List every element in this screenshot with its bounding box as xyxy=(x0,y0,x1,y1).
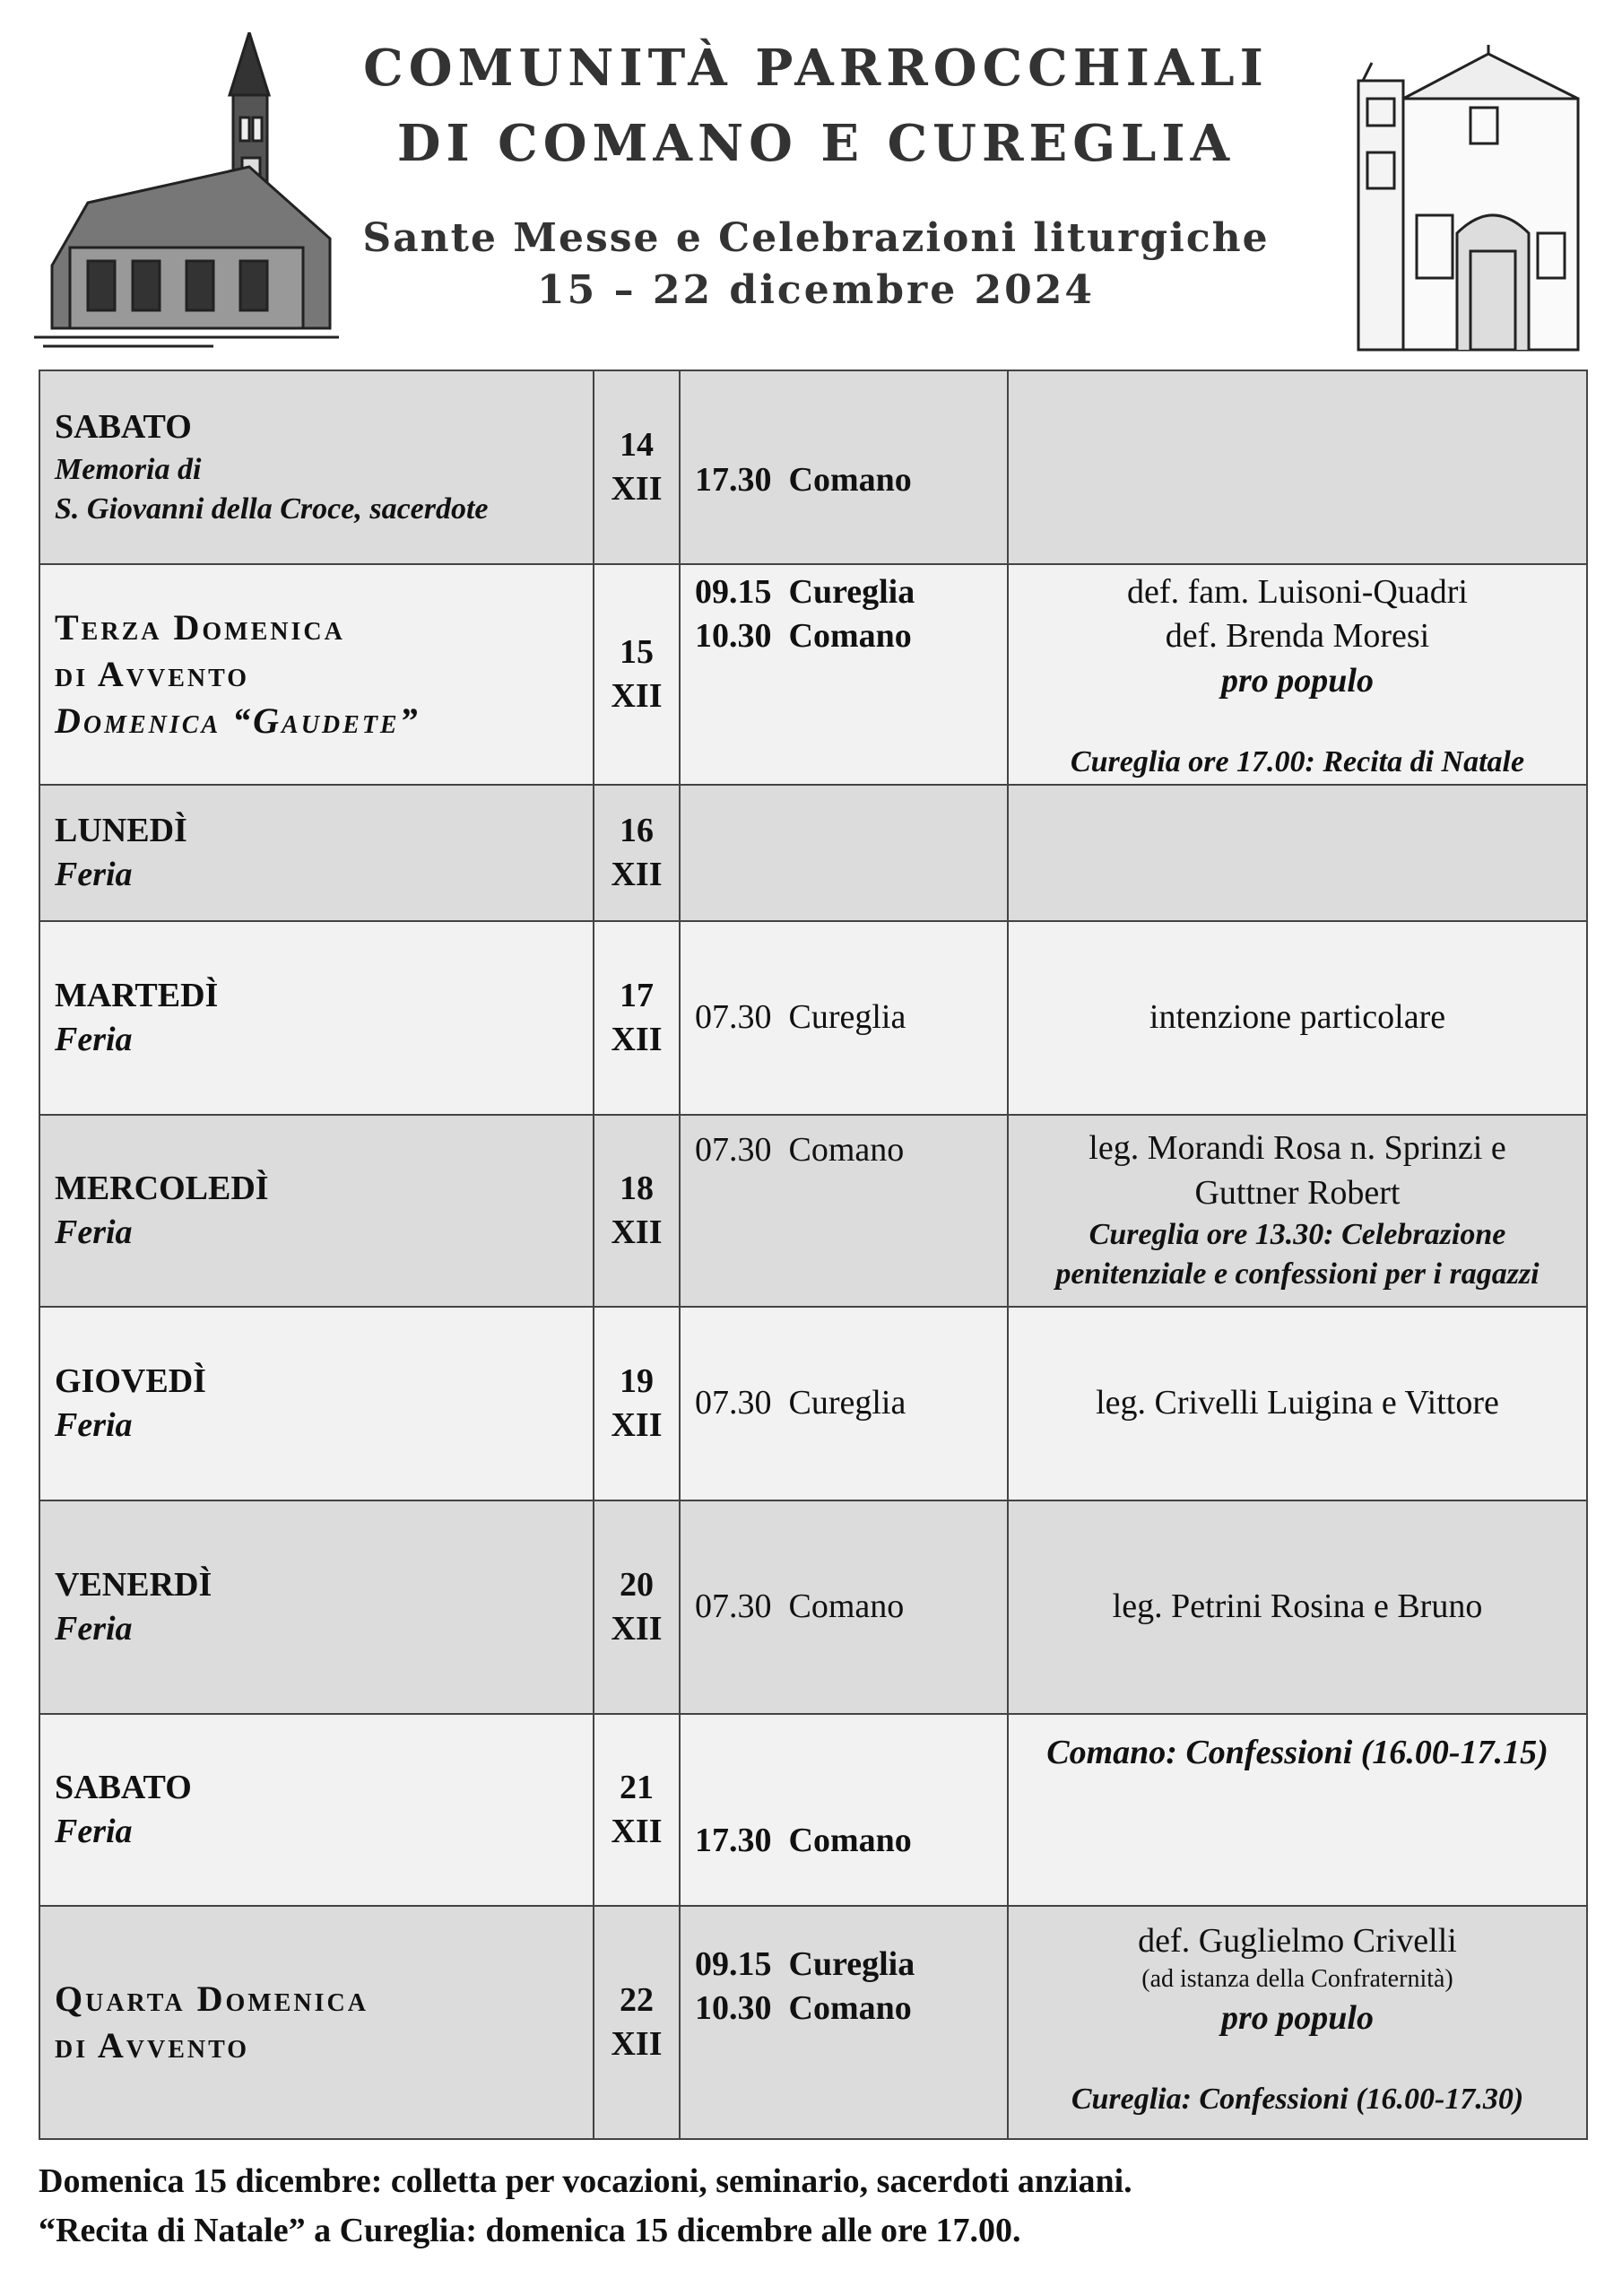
title-line-2: DI COMANO E CUREGLIA xyxy=(396,114,1236,173)
date-cell xyxy=(594,1906,680,2139)
date-cell xyxy=(594,785,680,921)
mass-time: 07.30 Cureglia xyxy=(695,998,906,1037)
intention-2: Guttner Robert xyxy=(1194,1173,1401,1212)
church-facade-illustration xyxy=(1345,45,1587,354)
intention-2: (ad istanza della Confraternità) xyxy=(1141,1965,1453,1994)
event-note: Comano: Confessioni (16.00-17.15) xyxy=(1046,1734,1548,1771)
date-month: XII xyxy=(611,856,663,893)
mass-cell xyxy=(680,564,1008,785)
date-day: 16 xyxy=(620,811,654,849)
date-day: 20 xyxy=(620,1565,654,1604)
intention: intenzione particolare xyxy=(1149,998,1446,1037)
event-note-2: penitenziale e confessioni per i ragazzi xyxy=(1055,1257,1540,1292)
mass-cell xyxy=(680,785,1008,921)
mass-time: 07.30 Comano xyxy=(695,1587,905,1626)
date-month: XII xyxy=(611,1610,663,1648)
day-name: SABATO xyxy=(55,1768,192,1806)
mass-time: 09.15 Cureglia xyxy=(695,573,915,611)
date-cell xyxy=(594,370,680,564)
schedule-row-20 xyxy=(39,1500,1587,1714)
date-day: 19 xyxy=(620,1361,654,1400)
mass-time: 17.30 Comano xyxy=(695,461,912,500)
mass-time: 07.30 Comano xyxy=(695,1131,905,1169)
note-cell xyxy=(1008,1714,1587,1906)
note-cell xyxy=(1008,921,1587,1115)
subtitle: Sante Messe e Celebrazioni liturgiche xyxy=(362,215,1270,261)
day-name: GIOVEDÌ xyxy=(55,1361,206,1400)
date-month: XII xyxy=(611,1813,663,1850)
footer-notes xyxy=(39,2157,1132,2256)
intention: leg. Petrini Rosina e Bruno xyxy=(1112,1587,1483,1626)
schedule-table xyxy=(39,370,1588,2140)
intention: leg. Morandi Rosa n. Sprinzi e xyxy=(1089,1129,1506,1168)
footer-line-1: Domenica 15 dicembre: colletta per vocazioni, seminario, sacerdoti anziani. xyxy=(39,2162,1132,2200)
day-cell xyxy=(39,564,594,785)
mass-time: 07.30 Cureglia xyxy=(695,1384,906,1422)
event-note: Cureglia ore 17.00: Recita di Natale xyxy=(1070,745,1525,779)
mass-cell xyxy=(680,1115,1008,1307)
note-cell xyxy=(1008,564,1587,785)
note-cell xyxy=(1008,1906,1587,2139)
date-month: XII xyxy=(611,470,663,508)
date-day: 15 xyxy=(620,632,654,671)
day-cell xyxy=(39,370,594,564)
day-name-2: di Avvento xyxy=(55,654,250,694)
date-range: 15 – 22 dicembre 2024 xyxy=(537,267,1095,313)
day-cell xyxy=(39,1714,594,1906)
day-name: SABATO xyxy=(55,408,192,447)
date-day: 17 xyxy=(620,976,654,1014)
date-day: 22 xyxy=(620,1980,654,2019)
intention-3: pro populo xyxy=(1221,661,1374,700)
day-cell xyxy=(39,1906,594,2139)
intention: leg. Crivelli Luigina e Vittore xyxy=(1096,1384,1499,1422)
church-bell-tower-illustration xyxy=(34,32,339,355)
title-block xyxy=(341,36,1291,313)
date-month: XII xyxy=(611,1213,663,1251)
date-cell xyxy=(594,1714,680,1906)
day-name: Terza Domenica xyxy=(55,607,345,648)
page-header xyxy=(0,0,1622,368)
note-cell xyxy=(1008,1500,1587,1714)
day-name: VENERDÌ xyxy=(55,1565,213,1604)
note-cell xyxy=(1008,1115,1587,1307)
day-subtitle: Memoria di xyxy=(55,452,202,486)
day-subtitle: Feria xyxy=(55,1610,133,1648)
note-cell xyxy=(1008,785,1587,921)
mass-cell xyxy=(680,921,1008,1115)
date-month: XII xyxy=(611,1021,663,1058)
day-name: Quarta Domenica xyxy=(55,1979,369,2019)
note-cell xyxy=(1008,1307,1587,1500)
schedule-row-14 xyxy=(39,370,1587,564)
day-name-2: di Avvento xyxy=(55,2025,250,2066)
mass-time: 09.15 Cureglia xyxy=(695,1945,915,1983)
date-cell xyxy=(594,1500,680,1714)
mass-cell xyxy=(680,1906,1008,2139)
day-name: LUNEDÌ xyxy=(55,811,187,849)
mass-time-2: 10.30 Comano xyxy=(695,1989,912,2028)
day-cell xyxy=(39,921,594,1115)
title-line-1: COMUNITÀ PARROCCHIALI xyxy=(363,39,1269,98)
mass-cell xyxy=(680,1500,1008,1714)
date-month: XII xyxy=(611,677,663,715)
schedule-row-18 xyxy=(39,1115,1587,1307)
event-note: Cureglia ore 13.30: Celebrazione xyxy=(1089,1218,1506,1252)
schedule-row-19 xyxy=(39,1307,1587,1500)
date-day: 18 xyxy=(620,1169,654,1207)
mass-cell xyxy=(680,370,1008,564)
date-cell xyxy=(594,921,680,1115)
intention-3: pro populo xyxy=(1221,1998,1374,2037)
day-subtitle-2: S. Giovanni della Croce, sacerdote xyxy=(55,491,489,526)
date-day: 21 xyxy=(620,1768,654,1806)
day-name: MERCOLEDÌ xyxy=(55,1169,269,1207)
intention: def. Guglielmo Crivelli xyxy=(1138,1922,1457,1960)
intention-2: def. Brenda Moresi xyxy=(1165,617,1430,656)
mass-time-2: 10.30 Comano xyxy=(695,617,912,656)
day-subtitle: Feria xyxy=(55,1021,133,1058)
day-subtitle: Feria xyxy=(55,856,133,893)
date-month: XII xyxy=(611,2025,663,2063)
date-cell xyxy=(594,1307,680,1500)
day-cell xyxy=(39,1115,594,1307)
day-subtitle: Feria xyxy=(55,1213,133,1251)
footer-line-2: “Recita di Natale” a Cureglia: domenica 15 dicembre alle ore 17.00. xyxy=(39,2212,1021,2250)
day-name: MARTEDÌ xyxy=(55,976,219,1014)
day-subtitle: Domenica “Gaudete” xyxy=(55,700,421,741)
schedule-row-22 xyxy=(39,1906,1587,2139)
schedule-row-16 xyxy=(39,785,1587,921)
schedule-row-21 xyxy=(39,1714,1587,1906)
mass-cell xyxy=(680,1307,1008,1500)
intention: def. fam. Luisoni-Quadri xyxy=(1127,573,1468,611)
day-cell xyxy=(39,1307,594,1500)
day-cell xyxy=(39,785,594,921)
schedule-row-15 xyxy=(39,564,1587,785)
date-cell xyxy=(594,1115,680,1307)
note-cell xyxy=(1008,370,1587,564)
mass-cell xyxy=(680,1714,1008,1906)
date-month: XII xyxy=(611,1406,663,1444)
day-subtitle: Feria xyxy=(55,1406,133,1444)
schedule-row-17 xyxy=(39,921,1587,1115)
date-day: 14 xyxy=(620,425,654,464)
day-subtitle: Feria xyxy=(55,1813,133,1850)
day-cell xyxy=(39,1500,594,1714)
event-note: Cureglia: Confessioni (16.00-17.30) xyxy=(1071,2083,1524,2117)
mass-time: 17.30 Comano xyxy=(695,1822,912,1860)
date-cell xyxy=(594,564,680,785)
